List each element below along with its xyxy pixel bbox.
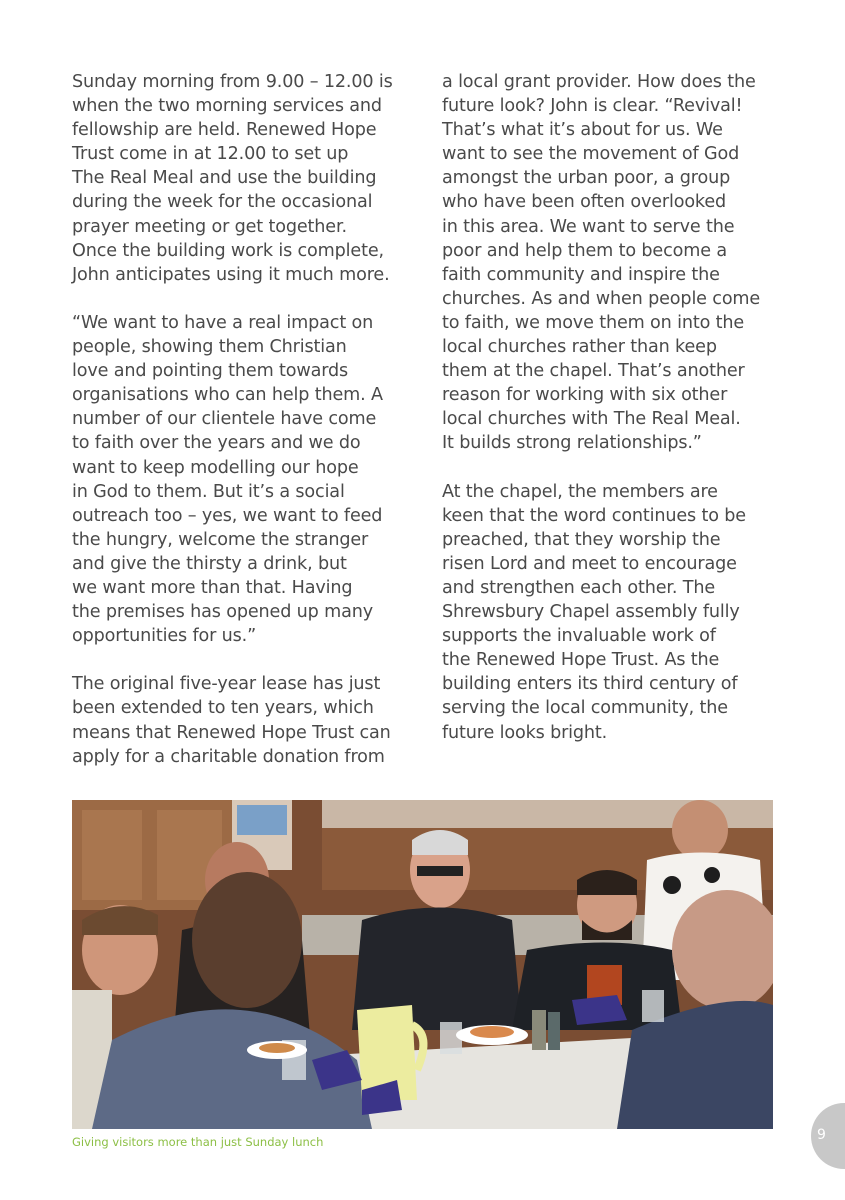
paragraph-5: At the chapel, the members are keen that the word continues to be preached, that they worship the risen Lord and meet to encourage and strengthen each other. The Shrewsbury Chapel assembly fully supports the invaluable work of the Renewed Hope Trust. As the building enters its third century of serving the local community, the future looks bright. [442,481,746,743]
lunch-photo-illustration [72,800,773,1129]
text-column-left [72,70,417,793]
text-column-right [442,70,782,769]
page-number: 9 [817,1127,826,1143]
paragraph-1: Sunday morning from 9.00 – 12.00 is when the two morning services and fellowship are held. Renewed Hope Trust come in at 12.00 to set up The Real Meal and use the building during the week for the occasional prayer meeting or get together. Once the building work is complete, John anticipates using it much more. [72,72,393,285]
paragraph-4: a local grant provider. How does the future look? John is clear. “Revival! That’s what it’s about for us. We want to see the movement of God amongst the urban poor, a group who have been often overlooked in this area. We want to serve the poor and help them to become a faith community and inspire the churches. As and when people come to faith, we move them on into the local churches rather than keep them at the chapel. That’s another reason for working with six other local churches with The Real Meal. It builds strong relationships.” [442,72,761,454]
paragraph-3: The original five-year lease has just been extended to ten years, which means that Renewed Hope Trust can apply for a charitable donation from [72,674,391,767]
photo-caption: Giving visitors more than just Sunday lunch [72,1135,324,1149]
paragraph-2: “We want to have a real impact on people, showing them Christian love and pointing them towards organisations who can help them. A number of our clientele have come to faith over the years and we do want to keep modelling our hope in God to them. But it’s a social outreach too – yes, we want to feed the hungry, welcome the stranger and give the thirsty a drink, but we want more than that. Having the premises has opened up many opportunities for us.” [72,312,383,647]
lunch-photo [72,800,773,1129]
